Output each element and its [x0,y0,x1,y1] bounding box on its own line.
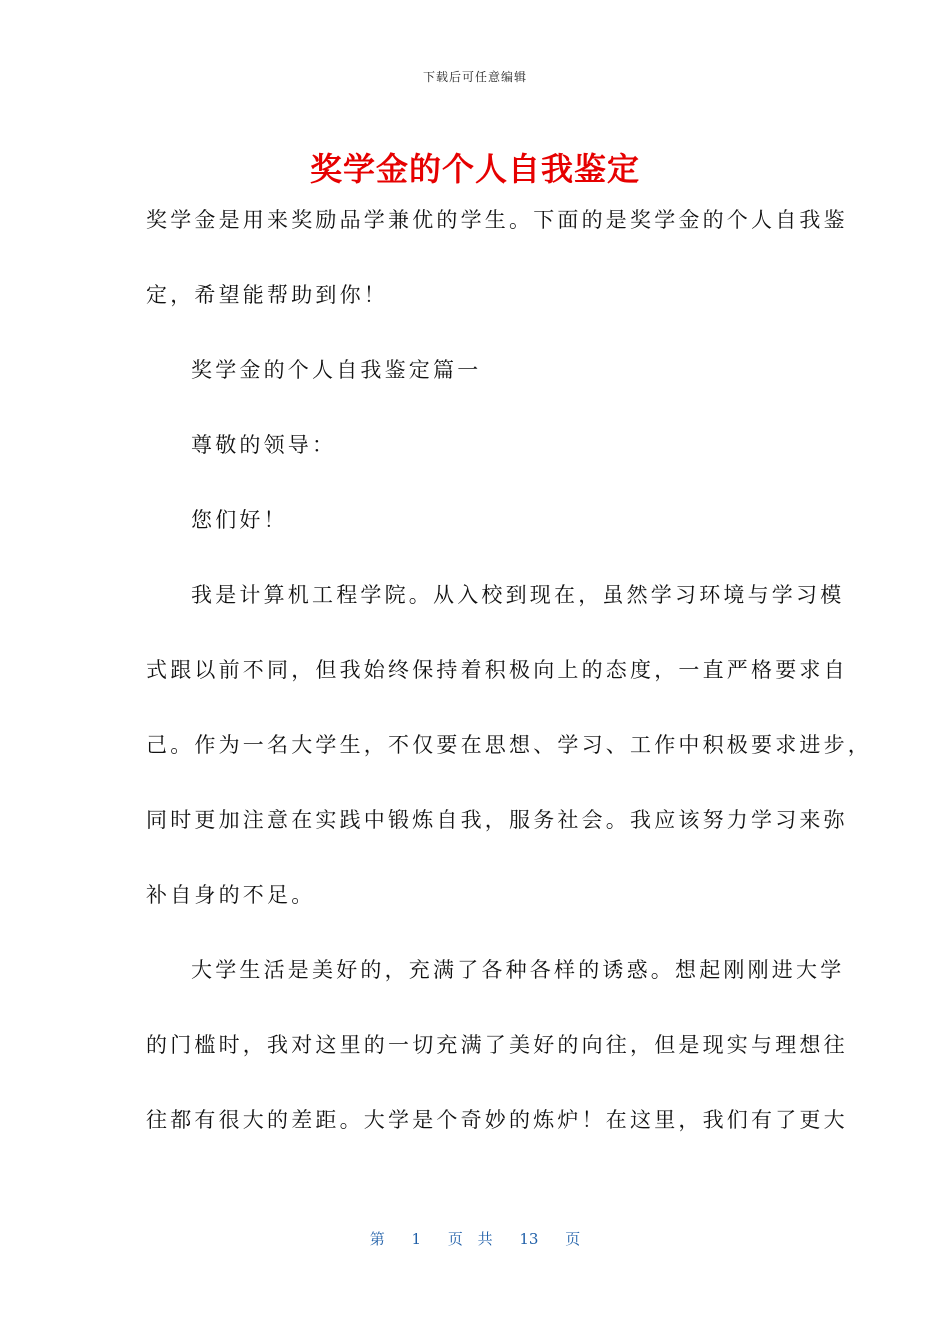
paragraph-line: 的门槛时，我对这里的一切充满了美好的向往，但是现实与理想往 [146,1033,848,1057]
footer-middle: 页 共 [447,1230,493,1248]
paragraph-line: 补自身的不足。 [146,883,316,907]
paragraph-line: 奖学金是用来奖励品学兼优的学生。下面的是奖学金的个人自我鉴 [146,208,848,232]
document-title: 奖学金的个人自我鉴定 [309,150,640,188]
paragraph-line: 同时更加注意在实践中锻炼自我，服务社会。我应该努力学习来弥 [146,808,848,832]
paragraph-line: 大学生活是美好的，充满了各种各样的诱惑。想起刚刚进大学 [191,958,845,982]
footer-suffix: 页 [565,1230,581,1248]
paragraph-line: 式跟以前不同，但我始终保持着积极向上的态度，一直严格要求自 [146,658,848,682]
header-note: 下载后可任意编辑 [422,70,527,84]
total-pages-number: 13 [519,1230,539,1248]
paragraph-line: 我是计算机工程学院。从入校到现在，虽然学习环境与学习模 [191,583,845,607]
paragraph-line: 己。作为一名大学生，不仅要在思想、学习、工作中积极要求进步， [146,733,872,757]
page-footer [0,1228,950,1249]
section-heading: 奖学金的个人自我鉴定篇一 [191,358,482,382]
paragraph-line: 定，希望能帮助到你！ [146,283,388,307]
current-page-number: 1 [411,1230,422,1248]
footer-prefix: 第 [369,1230,385,1248]
salutation: 尊敬的领导： [191,433,337,457]
greeting: 您们好！ [191,508,288,532]
paragraph-line: 往都有很大的差距。大学是个奇妙的炼炉！在这里，我们有了更大 [146,1108,848,1132]
